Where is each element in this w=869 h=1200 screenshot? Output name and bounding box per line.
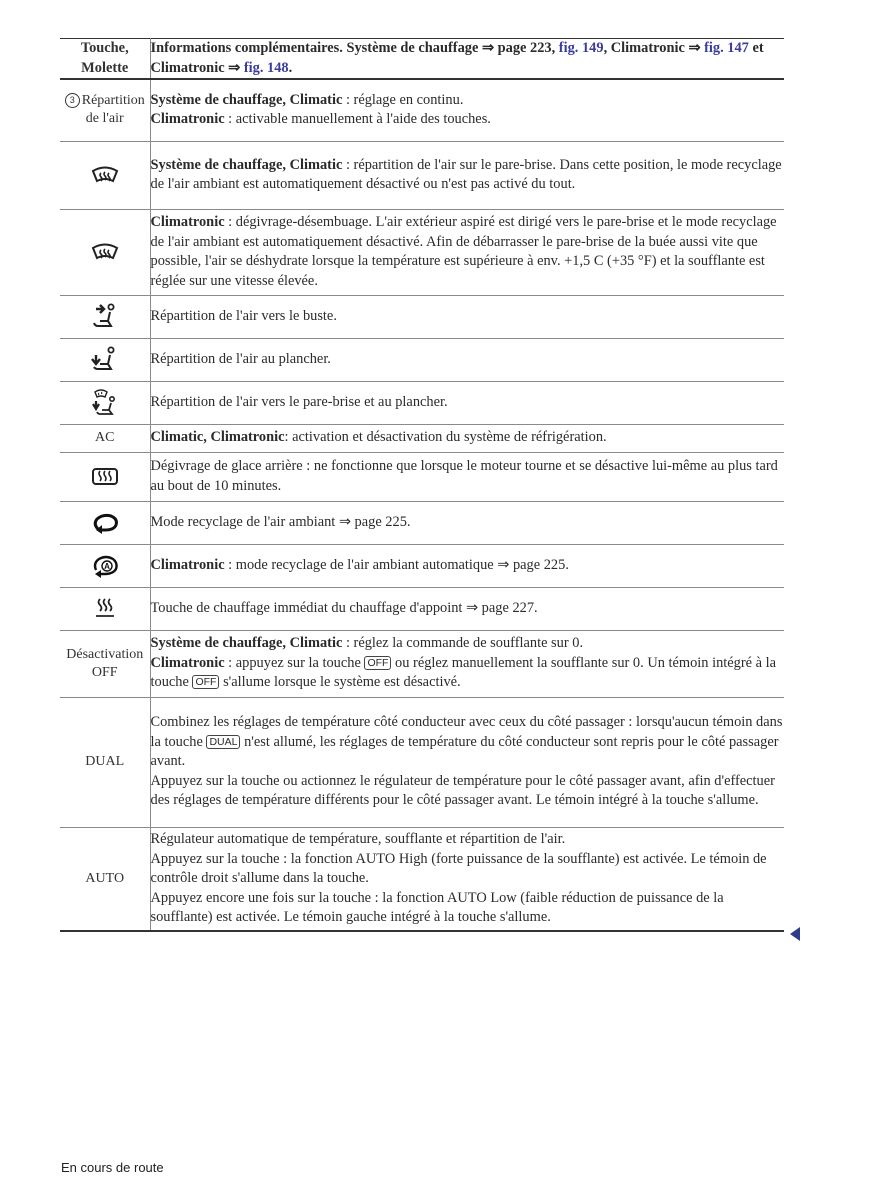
row-description: Régulateur automatique de température, soufflante et répartition de l'air. Appuyez sur la touche : la fonction AUTO High (forte puissance de la soufflante) est activée. Le témoin de contrôle droit s'allume dans la touche. Appuyez encore une fois sur la touche : la fonction AUTO Low (faible réduction de puissance de la soufflante) est activée. Le témoin gauche intégré à la touche s'allume. — [150, 827, 784, 931]
off-key: Désactivation OFF — [60, 630, 150, 697]
table-row — [60, 79, 784, 141]
callout-number: 3 — [65, 93, 80, 108]
dual-key: DUAL — [60, 697, 150, 827]
row-description: Système de chauffage, Climatic : réglage en continu. Climatronic : activable manuellement à l'aide des touches. — [150, 79, 784, 141]
row-description: Répartition de l'air au plancher. — [150, 338, 784, 381]
link-fig-149[interactable]: fig. 149 — [558, 40, 604, 56]
table-row — [60, 338, 784, 381]
air-distribution-key: 3 Répartition de l'air — [60, 79, 150, 141]
row-description: Système de chauffage, Climatic : répartition de l'air sur le pare-brise. Dans cette position, le mode recyclage de l'air ambiant est automatiquement désactivé ou n'est pas activé du tout. — [150, 141, 784, 209]
table-row — [60, 424, 784, 452]
windshield-defrost-icon — [90, 165, 120, 185]
section-footer: En cours de route — [61, 1160, 164, 1175]
row-description: Mode recyclage de l'air ambiant ⇒ page 225. — [150, 501, 784, 544]
svg-text:A: A — [103, 561, 110, 571]
table-row — [60, 827, 784, 931]
air-to-upper-body-icon — [90, 302, 120, 332]
continue-arrow-icon — [790, 927, 800, 941]
link-fig-148[interactable]: fig. 148 — [243, 59, 289, 76]
off-button-glyph: OFF — [364, 656, 391, 670]
controls-table — [60, 38, 784, 932]
air-recirculation-icon — [89, 512, 121, 534]
rear-window-defrost-icon — [90, 466, 120, 488]
row-description: Climatic, Climatronic: activation et désactivation du système de réfrigération. — [150, 424, 784, 452]
table-header-row — [60, 39, 784, 80]
row-description: Système de chauffage, Climatic : réglez la commande de soufflante sur 0. Climatronic : appuyez sur la touche OFF ou réglez manuellement la soufflante sur 0. Un témoin intégré à la touche OFF s'allume lorsque le système est désactivé. — [150, 630, 784, 697]
row-description: Combinez les réglages de température côté conducteur avec ceux du côté passager : lorsqu'aucun témoin dans la touche DUAL n'est allumé, les réglages de température du côté conducteur sont repris pour le côté passager avant. Appuyez sur la touche ou actionnez le régulateur de température pour le côté passager avant, afin d'effectuer des réglages de température différents pour le côté passager avant. Le témoin intégré à la touche s'allume. — [150, 697, 784, 827]
dual-button-glyph: DUAL — [206, 735, 240, 749]
ac-key: AC — [60, 424, 150, 452]
table-row — [60, 209, 784, 295]
table-row — [60, 141, 784, 209]
table-row — [60, 697, 784, 827]
table-row — [60, 587, 784, 630]
auxiliary-heater-icon — [92, 597, 118, 621]
row-description: Climatronic : mode recyclage de l'air ambiant automatique ⇒ page 225. — [150, 544, 784, 587]
windshield-defrost-icon — [90, 242, 120, 262]
row-description: Climatronic : dégivrage-désembuage. L'air extérieur aspiré est dirigé vers le pare-brise et le mode recyclage de l'air ambiant est automatiquement désactivé. Afin de débarrasser le pare-brise de la buée aussi vite que possible, l'air se déshydrate lorsque la température est supérieure à env. +1,5 C (+35 °F) et la soufflante est réglée sur une vitesse élevée. — [150, 209, 784, 295]
row-description: Dégivrage de glace arrière : ne fonctionne que lorsque le moteur tourne et se désactive lui-même au plus tard au bout de 10 minutes. — [150, 452, 784, 501]
row-description: Touche de chauffage immédiat du chauffage d'appoint ⇒ page 227. — [150, 587, 784, 630]
auto-key: AUTO — [60, 827, 150, 931]
link-fig-147[interactable]: fig. 147 — [704, 40, 749, 56]
air-to-floor-icon — [90, 345, 120, 375]
table-row — [60, 381, 784, 424]
off-button-glyph: OFF — [192, 675, 219, 689]
table-row — [60, 452, 784, 501]
header-key-column: Touche, Molette — [60, 39, 150, 80]
header-info-column: Informations complémentaires. Système de chauffage ⇒ page 223, fig. 149, Climatronic ⇒ fig. 147 et Climatronic ⇒ fig. 148. — [150, 39, 784, 80]
row-description: Répartition de l'air vers le buste. — [150, 295, 784, 338]
table-row — [60, 295, 784, 338]
air-to-windshield-and-floor-icon — [90, 388, 120, 418]
table-row — [60, 544, 784, 587]
auto-recirculation-icon — [89, 554, 121, 578]
table-row — [60, 630, 784, 697]
table-row — [60, 501, 784, 544]
row-description: Répartition de l'air vers le pare-brise et au plancher. — [150, 381, 784, 424]
